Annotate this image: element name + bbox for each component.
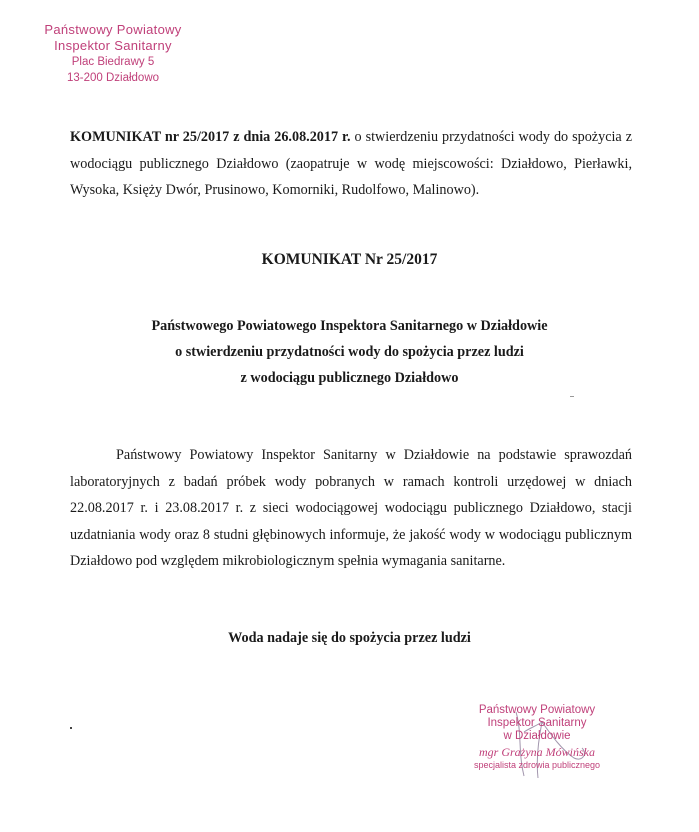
intro-text: o stwierdzeniu przydatności wody do spożycia z wodociągu publicznego Działdowo (zaopatruje w wodę miejscowości: Działdowo, Pierławki, Wysoka, Księży Dwór, Prusinowo, Komorniki, Rudolfowo, Malinowo). bbox=[70, 129, 632, 198]
scan-dot bbox=[70, 727, 72, 729]
header-stamp-line1: Państwowy Powiatowy bbox=[44, 22, 182, 37]
body-text: Państwowy Powiatowy Inspektor Sanitarny w Działdowie na podstawie sprawozdań laboratoryjnych z badań próbek wody pobranych w ramach kontroli urzędowej w dniach 22.08.2017 r. i 23.08.2017 r. z sieci wodociągowej wodociągu publicznego Działdowo, stacji uzdatniania wody oraz 8 studni głębinowych informuje, że jakość wody w wodociągu publicznym Działdowo pod względem mikrobiologicznym spełnia wymagania sanitarne. bbox=[70, 447, 632, 569]
scan-speck bbox=[570, 396, 574, 397]
conclusion-text: Woda nadaje się do spożycia przez ludzi bbox=[228, 630, 471, 646]
signature-stamp-line3: w Działdowie bbox=[503, 730, 571, 742]
body-paragraph bbox=[70, 442, 632, 575]
subtitle-line1: Państwowego Powiatowego Inspektora Sanitarnego w Działdowie bbox=[151, 318, 548, 334]
subtitle-line3: z wodociągu publicznego Działdowo bbox=[240, 370, 459, 386]
document-subtitle bbox=[0, 313, 699, 391]
intro-bold-title: KOMUNIKAT nr 25/2017 z dnia 26.08.2017 r. bbox=[70, 129, 351, 145]
signature-stamp bbox=[452, 704, 622, 772]
intro-paragraph bbox=[70, 124, 632, 204]
document-title: KOMUNIKAT Nr 25/2017 bbox=[261, 251, 438, 268]
signatory-role: specjalista zdrowia publicznego bbox=[473, 760, 601, 770]
header-stamp bbox=[28, 22, 198, 86]
header-stamp-city: 13-200 Działdowo bbox=[66, 72, 160, 84]
signature-stamp-line1: Państwowy Powiatowy bbox=[478, 704, 596, 716]
subtitle-line2: o stwierdzeniu przydatności wody do spożycia przez ludzi bbox=[175, 344, 524, 360]
header-stamp-line2: Inspektor Sanitarny bbox=[54, 38, 172, 53]
header-stamp-address: Plac Biedrawy 5 bbox=[71, 56, 155, 68]
signatory-name: mgr Grażyna Mówińska bbox=[479, 745, 595, 759]
signature-stamp-line2: Inspektor Sanitarny bbox=[487, 717, 587, 729]
